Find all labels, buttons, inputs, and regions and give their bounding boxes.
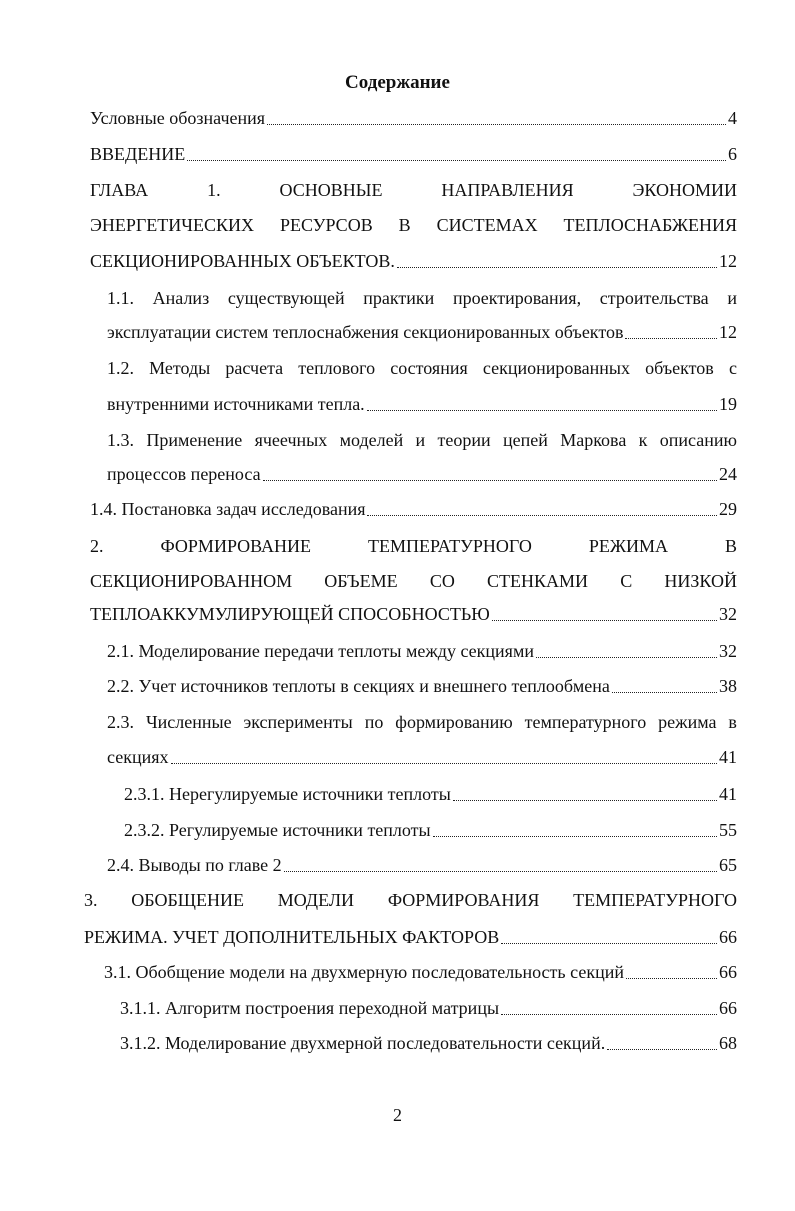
word: теории: [437, 430, 491, 450]
toc-entry[interactable]: [84, 925, 737, 949]
leader-dots: [607, 1048, 717, 1050]
leader-dots: [625, 337, 717, 339]
toc-entry[interactable]: [107, 639, 737, 663]
toc-entry-text: секциях: [107, 747, 169, 767]
word: Численные: [145, 712, 232, 732]
word: Методы: [149, 358, 211, 378]
word: температурного: [524, 712, 647, 732]
leader-dots: [367, 409, 717, 411]
leader-dots: [626, 977, 717, 979]
word: с: [728, 358, 737, 378]
word: строительства: [599, 288, 709, 308]
word: МОДЕЛИ: [277, 890, 355, 910]
toc-entry-text: эксплуатации систем теплоснабжения секционированных объектов: [107, 322, 624, 342]
toc-entry-page: 41: [719, 784, 737, 804]
word: по: [364, 712, 384, 732]
toc-entry-page: 65: [719, 855, 737, 875]
toc-entry[interactable]: [107, 392, 737, 416]
leader-dots: [536, 656, 717, 658]
toc-entry[interactable]: [107, 462, 737, 486]
word: 2.: [90, 536, 104, 556]
word: ЭКОНОМИИ: [632, 180, 737, 200]
toc-entry-1-1-line1[interactable]: [107, 286, 737, 310]
word: 1.2.: [107, 358, 134, 378]
toc-entry-text: ВВЕДЕНИЕ: [90, 144, 186, 164]
toc-entry[interactable]: [90, 497, 737, 521]
toc-entry[interactable]: [90, 142, 737, 166]
word: эксперименты: [243, 712, 353, 732]
leader-dots: [263, 479, 717, 481]
toc-entry-text: РЕЖИМА. УЧЕТ ДОПОЛНИТЕЛЬНЫХ ФАКТОРОВ: [84, 927, 500, 947]
leader-dots: [284, 870, 717, 872]
toc-entry-text: 2.1. Моделирование передачи теплоты между секциями: [107, 641, 534, 661]
word: ОБОБЩЕНИЕ: [131, 890, 244, 910]
word: Маркова: [560, 430, 627, 450]
toc-entry-chapter1-line1[interactable]: [90, 178, 737, 202]
toc-entry[interactable]: [120, 996, 737, 1020]
toc-entry-text: 3.1.1. Алгоритм построения переходной матрицы: [120, 998, 500, 1018]
toc-entry-text: 2.3.2. Регулируемые источники теплоты: [124, 820, 431, 840]
toc-entry-text: 3.1. Обобщение модели на двухмерную последовательность секций: [104, 962, 624, 982]
leader-dots: [501, 942, 717, 944]
toc-entry-page: 68: [719, 1033, 737, 1053]
word: в: [728, 712, 737, 732]
toc-entry-page: 19: [719, 394, 737, 414]
leader-dots: [612, 691, 717, 693]
toc-entry-page: 24: [719, 464, 737, 484]
page-title: Содержание: [345, 72, 450, 93]
leader-dots: [171, 762, 718, 764]
toc-entry[interactable]: [107, 853, 737, 877]
leader-dots: [453, 799, 717, 801]
toc-entry-page: 66: [719, 962, 737, 982]
word: к: [638, 430, 648, 450]
toc-entry[interactable]: [124, 782, 737, 806]
toc-entry-page: 38: [719, 676, 737, 696]
toc-entry[interactable]: [124, 818, 737, 842]
word: ТЕМПЕРАТУРНОГО: [368, 536, 532, 556]
toc-entry-text: 2.3.1. Нерегулируемые источники теплоты: [124, 784, 451, 804]
word: секционированных: [482, 358, 630, 378]
toc-entry[interactable]: [104, 960, 737, 984]
word: НАПРАВЛЕНИЯ: [441, 180, 574, 200]
word: расчета: [225, 358, 284, 378]
word: В: [398, 215, 411, 235]
toc-entry-text: Условные обозначения: [90, 108, 266, 128]
word: состояния: [390, 358, 468, 378]
word: ячеечных: [254, 430, 328, 450]
toc-entry-text: 1.4. Постановка задач исследования: [90, 499, 366, 519]
word: объектов: [645, 358, 714, 378]
word: СО: [429, 571, 455, 591]
word: ОСНОВНЫЕ: [279, 180, 383, 200]
toc-entry-chapter2-line1[interactable]: [90, 534, 737, 558]
toc-entry-page: 32: [719, 604, 737, 624]
toc-entry-text: 3.1.2. Моделирование двухмерной последовательности секций.: [120, 1033, 606, 1053]
word: цепей: [503, 430, 548, 450]
toc-entry-text: внутренними источниками тепла.: [107, 394, 365, 414]
word: Анализ: [152, 288, 210, 308]
word: СТЕНКАМИ: [487, 571, 589, 591]
toc-entry-chapter3-line1[interactable]: [84, 888, 737, 912]
word: и: [415, 430, 426, 450]
word: РЕСУРСОВ: [279, 215, 373, 235]
toc-entry-page: 12: [719, 251, 737, 271]
toc-entry-text: СЕКЦИОНИРОВАННЫХ ОБЪЕКТОВ.: [90, 251, 395, 271]
toc-entry[interactable]: [107, 674, 737, 698]
toc-entry-page: 29: [719, 499, 737, 519]
word: формированию: [395, 712, 513, 732]
toc-entry-text: 2.2. Учет источников теплоты в секциях и внешнего теплообмена: [107, 676, 610, 696]
toc-entry-1-3-line1[interactable]: [107, 428, 737, 452]
leader-dots: [187, 159, 726, 161]
toc-entry-chapter1-line2[interactable]: [90, 213, 737, 237]
toc-entry[interactable]: [90, 249, 737, 273]
word: СЕКЦИОНИРОВАННОМ: [90, 571, 293, 591]
leader-dots: [367, 514, 717, 516]
toc-entry-page: 4: [728, 108, 737, 128]
leader-dots: [267, 123, 726, 125]
word: существующей: [227, 288, 345, 308]
word: ЭНЕРГЕТИЧЕСКИХ: [90, 215, 254, 235]
word: 1.: [207, 180, 221, 200]
word: С: [620, 571, 633, 591]
toc-entry-page: 32: [719, 641, 737, 661]
toc-entry-page: 66: [719, 998, 737, 1018]
toc-entry-page: 66: [719, 927, 737, 947]
word: 2.3.: [107, 712, 134, 732]
word: описанию: [659, 430, 737, 450]
toc-entry-page: 55: [719, 820, 737, 840]
toc-entry[interactable]: [90, 106, 737, 130]
toc-entry-text: процессов переноса: [107, 464, 261, 484]
toc-entry[interactable]: [90, 602, 737, 626]
word: 1.3.: [107, 430, 134, 450]
word: режима: [658, 712, 717, 732]
toc-entry-2-3-line1[interactable]: [107, 710, 737, 734]
toc-entry-page: 6: [728, 144, 737, 164]
word: В: [724, 536, 737, 556]
toc-entry-text: 2.4. Выводы по главе 2: [107, 855, 282, 875]
leader-dots: [397, 266, 717, 268]
word: ТЕМПЕРАТУРНОГО: [573, 890, 737, 910]
word: теплового: [298, 358, 376, 378]
leader-dots: [492, 619, 717, 621]
toc-entry[interactable]: [107, 320, 737, 344]
toc-entry[interactable]: [107, 745, 737, 769]
word: ФОРМИРОВАНИЯ: [387, 890, 540, 910]
toc-entry-text: ТЕПЛОАККУМУЛИРУЮЩЕЙ СПОСОБНОСТЬЮ: [90, 604, 490, 624]
word: ГЛАВА: [90, 180, 149, 200]
toc-entry-chapter2-line2[interactable]: [90, 569, 737, 593]
leader-dots: [433, 835, 717, 837]
word: РЕЖИМА: [588, 536, 668, 556]
word: ОБЪЕМЕ: [324, 571, 398, 591]
word: Применение: [146, 430, 243, 450]
word: моделей: [339, 430, 404, 450]
word: проектирования,: [452, 288, 582, 308]
word: НИЗКОЙ: [664, 571, 737, 591]
word: 1.1.: [107, 288, 134, 308]
word: СИСТЕМАХ: [436, 215, 538, 235]
toc-entry[interactable]: [120, 1031, 737, 1055]
word: практики: [363, 288, 435, 308]
word: ФОРМИРОВАНИЕ: [160, 536, 312, 556]
page-number: 2: [393, 1105, 402, 1125]
leader-dots: [501, 1013, 717, 1015]
word: и: [727, 288, 737, 308]
toc-entry-page: 12: [719, 322, 737, 342]
toc-entry-page: 41: [719, 747, 737, 767]
toc-entry-1-2-line1[interactable]: [107, 356, 737, 380]
word: 3.: [84, 890, 98, 910]
word: ТЕПЛОСНАБЖЕНИЯ: [563, 215, 737, 235]
